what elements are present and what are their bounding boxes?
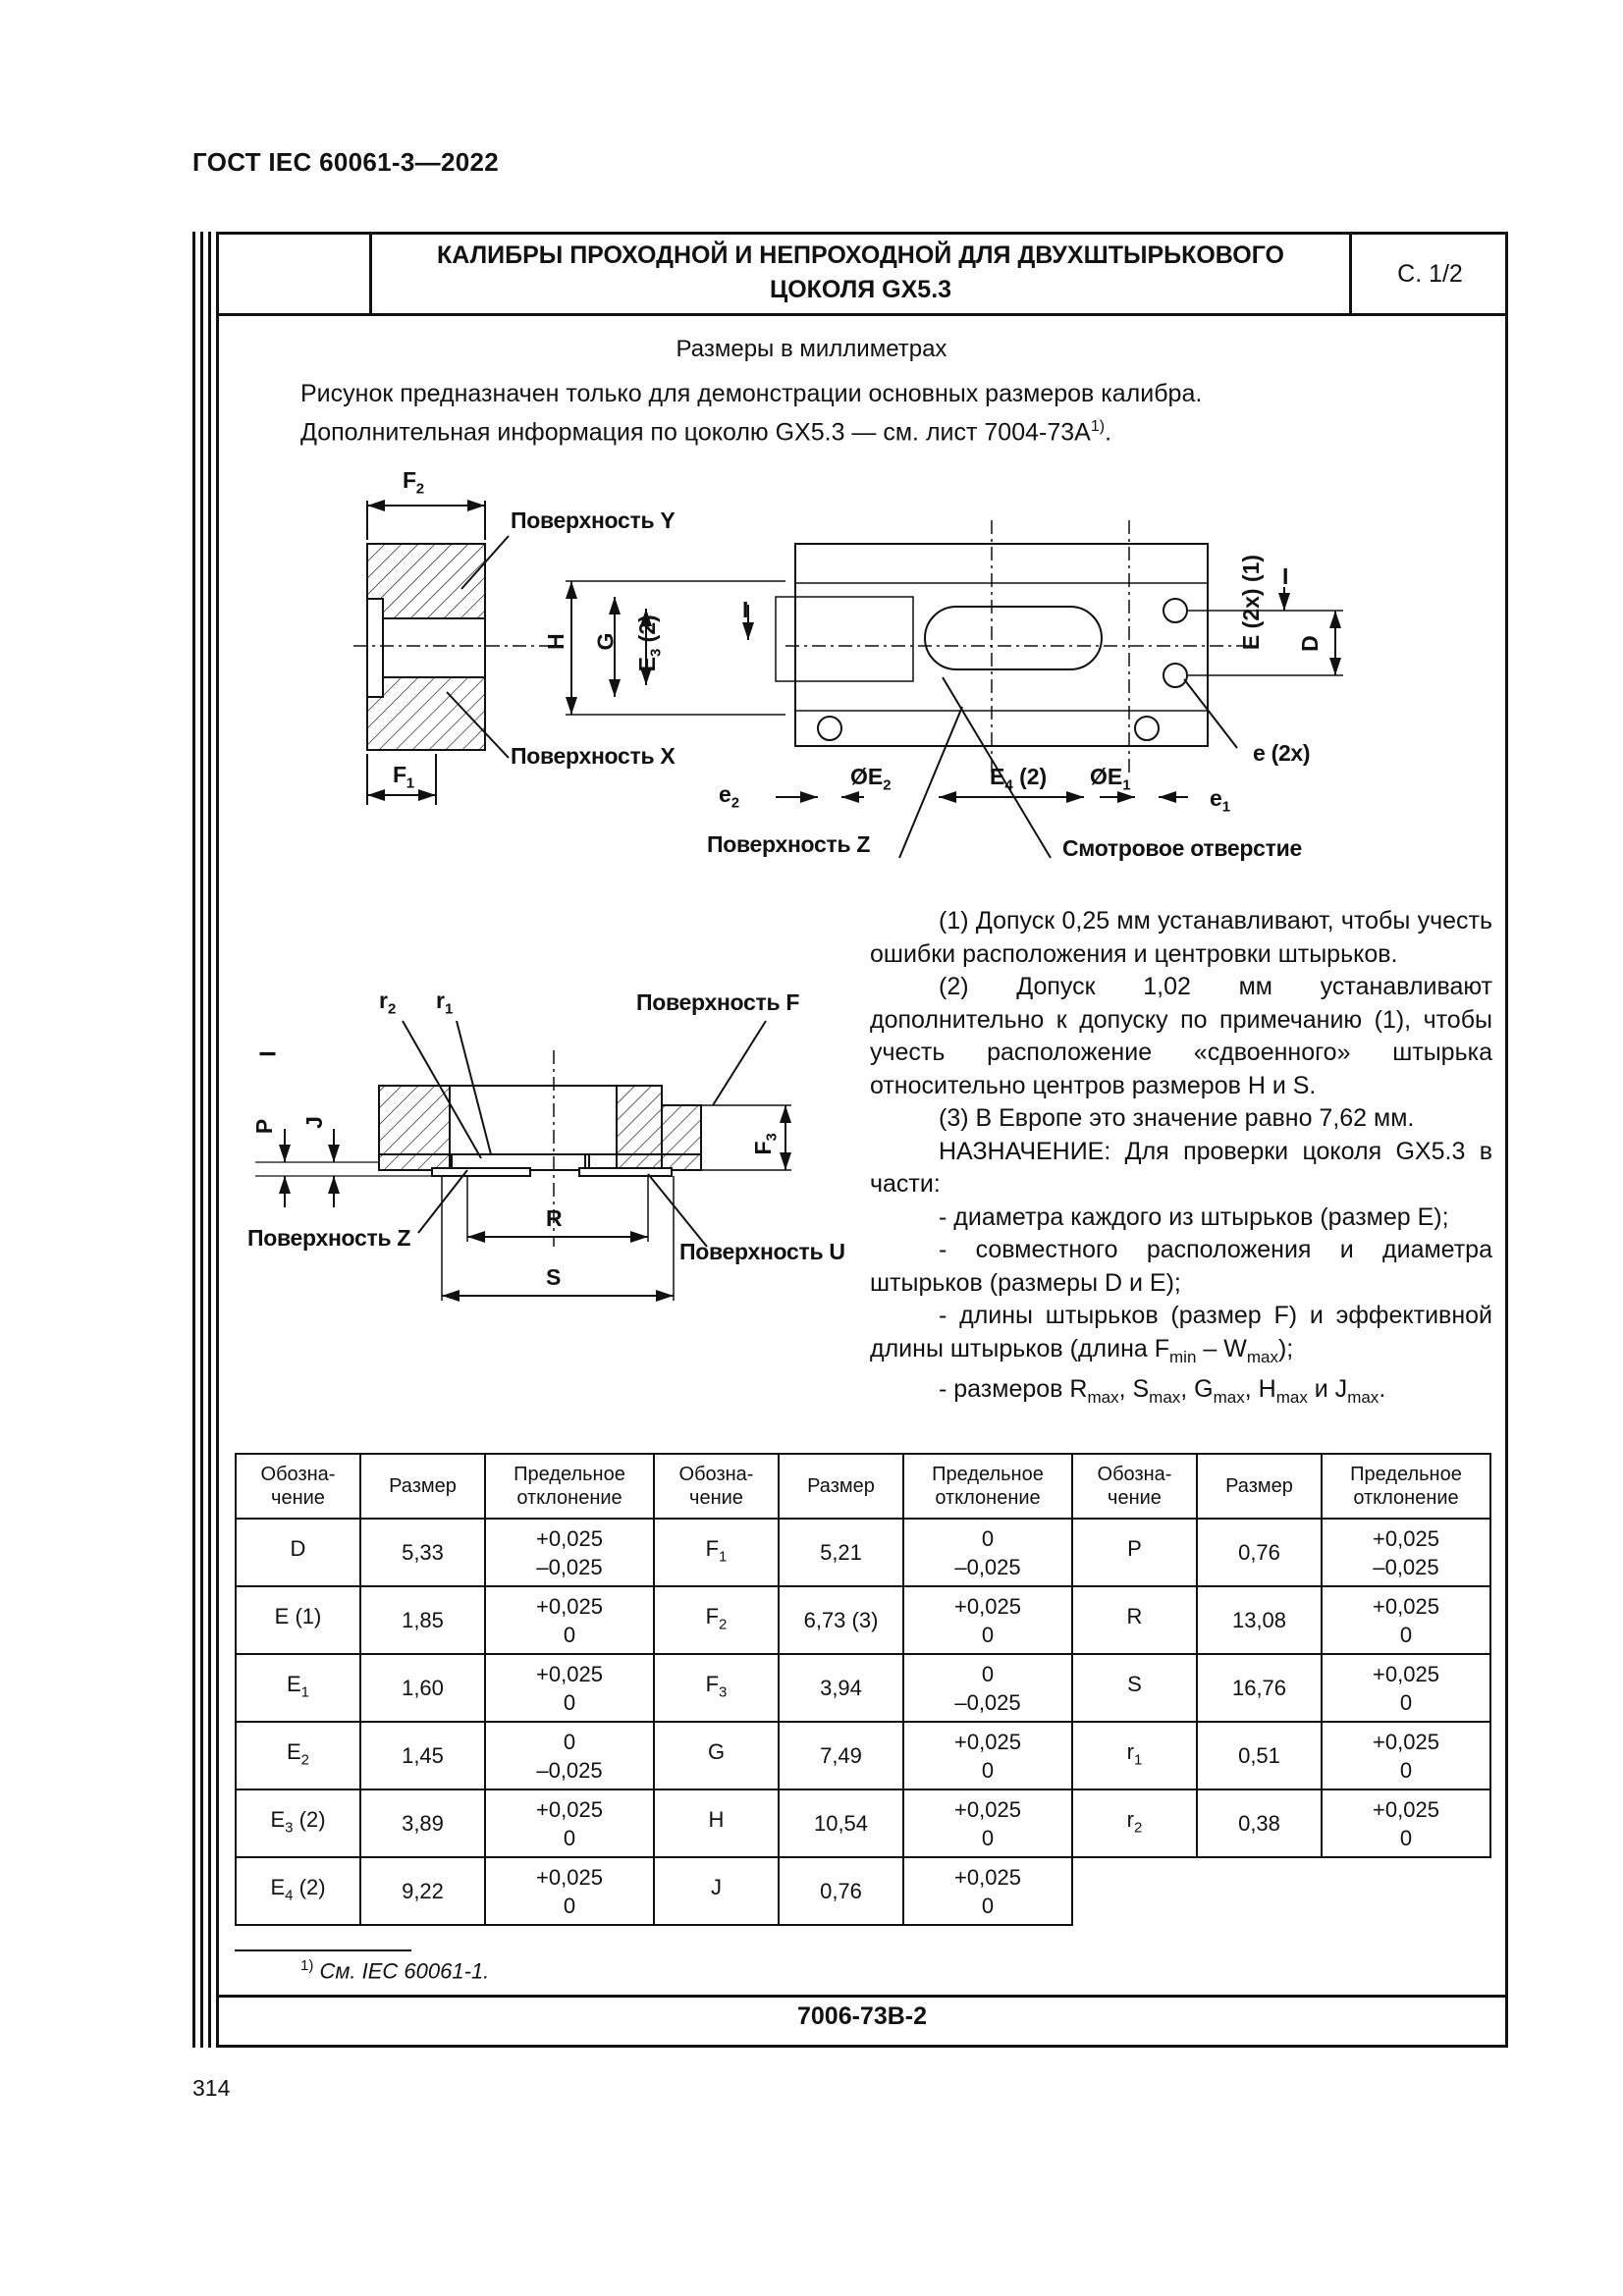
purpose: НАЗНАЧЕНИЕ: Для проверки цоколя GX5.3 в части: [870, 1137, 1492, 1198]
tolerance-cell: 0 –0,025 [903, 1654, 1072, 1722]
margin-rule [208, 232, 211, 2048]
dim-label: P [251, 1118, 278, 1135]
empty-cell [1322, 1857, 1490, 1925]
table-row [236, 1789, 1490, 1857]
value-cell: 10,54 [779, 1789, 903, 1857]
dim-label: $e_2$ [719, 781, 740, 812]
tolerance-cell: +0,025 0 [1322, 1654, 1490, 1722]
surface-label: Поверхность U [679, 1239, 845, 1264]
symbol-cell: $F_1$ [654, 1519, 779, 1586]
note-1: (1) Допуск 0,25 мм устанавливают, чтобы учесть ошибки расположения и центровки штырьков. [870, 907, 1492, 968]
value-cell: 1,45 [360, 1722, 485, 1789]
symbol-cell: E (1) [236, 1586, 360, 1654]
value-cell: 0,38 [1197, 1789, 1322, 1857]
tolerance-cell: 0 –0,025 [903, 1519, 1072, 1586]
value-cell: 3,89 [360, 1789, 485, 1857]
value-cell: 1,85 [360, 1586, 485, 1654]
purpose-item: - длины штырьков (размер F) и эффективной длины штырьков (длина $F_{min} - W_{max}$); [870, 1302, 1492, 1366]
value-cell: 0,51 [1197, 1722, 1322, 1789]
tolerance-cell: +0,025 0 [903, 1586, 1072, 1654]
symbol-cell: $E_4$ (2) [236, 1857, 360, 1925]
tolerance-cell: +0,025 0 [485, 1586, 654, 1654]
gauge-drawing-top [314, 481, 1355, 874]
value-cell: 6,73 (3) [779, 1586, 903, 1654]
dim-label: $e_1$ [1210, 785, 1231, 816]
tolerance-cell: +0,025 0 [485, 1857, 654, 1925]
tolerance-cell: +0,025 –0,025 [1322, 1519, 1490, 1586]
column-header: Обозна- чение [654, 1454, 779, 1519]
footnote: $^{1)}$ См. IEC 60061-1. [300, 1957, 490, 1984]
margin-rule [200, 232, 203, 2048]
surface-label: Поверхность Y [511, 507, 676, 533]
units-note: Размеры в миллиметрах [676, 336, 947, 362]
dim-label: $E_3$ (2) [633, 614, 665, 672]
dim-label: $F_2$ [403, 467, 424, 498]
margin-rule [192, 232, 195, 2048]
sheet-page-ref: С. 1/2 [1397, 259, 1463, 288]
table-row [236, 1586, 1490, 1654]
symbol-cell: R [1072, 1586, 1197, 1654]
purpose-item: - размеров $R_{max}$, $S_{max}$, $G_{max}$, $H_{max}$ и $J_{max}$. [939, 1375, 1386, 1407]
dim-label: G [592, 632, 619, 651]
value-cell: 1,60 [360, 1654, 485, 1722]
symbol-cell: $E_3$ (2) [236, 1789, 360, 1857]
surface-label: Поверхность X [511, 743, 676, 769]
intro-text [300, 377, 1202, 449]
note-3: (3) В Европе это значение равно 7,62 мм. [939, 1104, 1415, 1132]
empty-cell [1197, 1857, 1322, 1925]
sheet-title: КАЛИБРЫ ПРОХОДНОЙ И НЕПРОХОДНОЙ ДЛЯ ДВУХШТЫРЬКОВОГО ЦОКОЛЯ GX5.3 [369, 232, 1352, 316]
tolerance-cell: +0,025 0 [1322, 1586, 1490, 1654]
empty-cell [1072, 1857, 1197, 1925]
symbol-cell: D [236, 1519, 360, 1586]
tolerance-cell: +0,025 0 [485, 1789, 654, 1857]
column-header: Размер [1197, 1454, 1322, 1519]
dim-label: E (2x) (1) [1238, 554, 1265, 651]
dim-label: $ØE_2$ [850, 764, 892, 794]
intro-line: Рисунок предназначен только для демонстрации основных размеров калибра. [300, 380, 1203, 407]
value-cell: 16,76 [1197, 1654, 1322, 1722]
surface-label: Поверхность F [636, 989, 800, 1015]
symbol-cell: S [1072, 1654, 1197, 1722]
value-cell: 9,22 [360, 1857, 485, 1925]
dim-label: $F_3$ [749, 1133, 781, 1155]
tolerance-cell: +0,025 0 [485, 1654, 654, 1722]
table-row [236, 1857, 1490, 1925]
page-number: 314 [192, 2075, 231, 2101]
column-header: Предельное отклонение [903, 1454, 1072, 1519]
value-cell: 5,21 [779, 1519, 903, 1586]
column-header: Обозна- чение [1072, 1454, 1197, 1519]
symbol-cell: $E_2$ [236, 1722, 360, 1789]
dim-label: $E_4$ (2) [990, 764, 1048, 794]
value-cell: 0,76 [1197, 1519, 1322, 1586]
tolerance-cell: +0,025 0 [903, 1722, 1072, 1789]
symbol-cell: J [654, 1857, 779, 1925]
standard-header: ГОСТ IEC 60061-3—2022 [192, 147, 499, 177]
table-row [236, 1654, 1490, 1722]
symbol-cell: P [1072, 1519, 1197, 1586]
notes-block [870, 905, 1492, 1415]
intro-line: Дополнительная информация по цоколю GX5.3 — см. лист $7004-73А^{1)}$. [300, 418, 1112, 447]
dim-label: $r_1$ [436, 988, 454, 1018]
purpose-item: - совместного расположения и диаметра штырьков (размеры D и E); [870, 1236, 1492, 1297]
tolerance-cell: +0,025 0 [1322, 1722, 1490, 1789]
table-row [236, 1519, 1490, 1586]
surface-label: Смотровое отверстие [1062, 835, 1302, 861]
value-cell: 0,76 [779, 1857, 903, 1925]
column-header: Размер [779, 1454, 903, 1519]
footnote-rule [235, 1949, 411, 1951]
divider [216, 313, 371, 316]
value-cell: 13,08 [1197, 1586, 1322, 1654]
dim-label: $r_2$ [379, 988, 397, 1018]
column-header: Предельное отклонение [485, 1454, 654, 1519]
tolerance-cell: 0 –0,025 [485, 1722, 654, 1789]
tolerance-cell: +0,025 0 [903, 1789, 1072, 1857]
dimensions-table [235, 1453, 1491, 1926]
dim-label: I [1282, 563, 1289, 589]
surface-label: Поверхность Z [707, 831, 871, 857]
column-header: Обозна- чение [236, 1454, 360, 1519]
tolerance-cell: +0,025 0 [903, 1857, 1072, 1925]
column-header: Размер [360, 1454, 485, 1519]
dim-label: S [546, 1264, 562, 1290]
symbol-cell: $E_1$ [236, 1654, 360, 1722]
symbol-cell: $r_1$ [1072, 1722, 1197, 1789]
tolerance-cell: +0,025 –0,025 [485, 1519, 654, 1586]
dim-label: e (2x) [1253, 740, 1311, 766]
divider [216, 1995, 1508, 1998]
dim-label: H [542, 633, 568, 650]
symbol-cell: G [654, 1722, 779, 1789]
dim-label: $F_1$ [393, 762, 414, 792]
dim-label: I [742, 597, 749, 622]
dim-label: R [546, 1205, 563, 1231]
table-header-row [236, 1454, 1490, 1519]
column-header: Предельное отклонение [1322, 1454, 1490, 1519]
symbol-cell: $F_3$ [654, 1654, 779, 1722]
symbol-cell: H [654, 1789, 779, 1857]
value-cell: 3,94 [779, 1654, 903, 1722]
tolerance-cell: +0,025 0 [1322, 1789, 1490, 1857]
sheet-id: 7006-73В-2 [796, 2002, 928, 2030]
value-cell: 5,33 [360, 1519, 485, 1586]
value-cell: 7,49 [779, 1722, 903, 1789]
surface-label: Поверхность Z [247, 1225, 411, 1251]
symbol-cell: $r_2$ [1072, 1789, 1197, 1857]
dim-label: $ØE_1$ [1090, 764, 1131, 794]
dim-label: J [300, 1116, 327, 1129]
dim-label: I [254, 1050, 281, 1057]
table-row [236, 1722, 1490, 1789]
dim-label: D [1296, 635, 1323, 652]
purpose-item: - диаметра каждого из штырьков (размер E); [939, 1202, 1449, 1231]
note-2: (2) Допуск 1,02 мм устанавливают дополнительно к допуску по примечанию (1), чтобы учесть расположение «сдвоенного» штырька относительно центров размеров H и S. [870, 973, 1492, 1099]
symbol-cell: $F_2$ [654, 1586, 779, 1654]
